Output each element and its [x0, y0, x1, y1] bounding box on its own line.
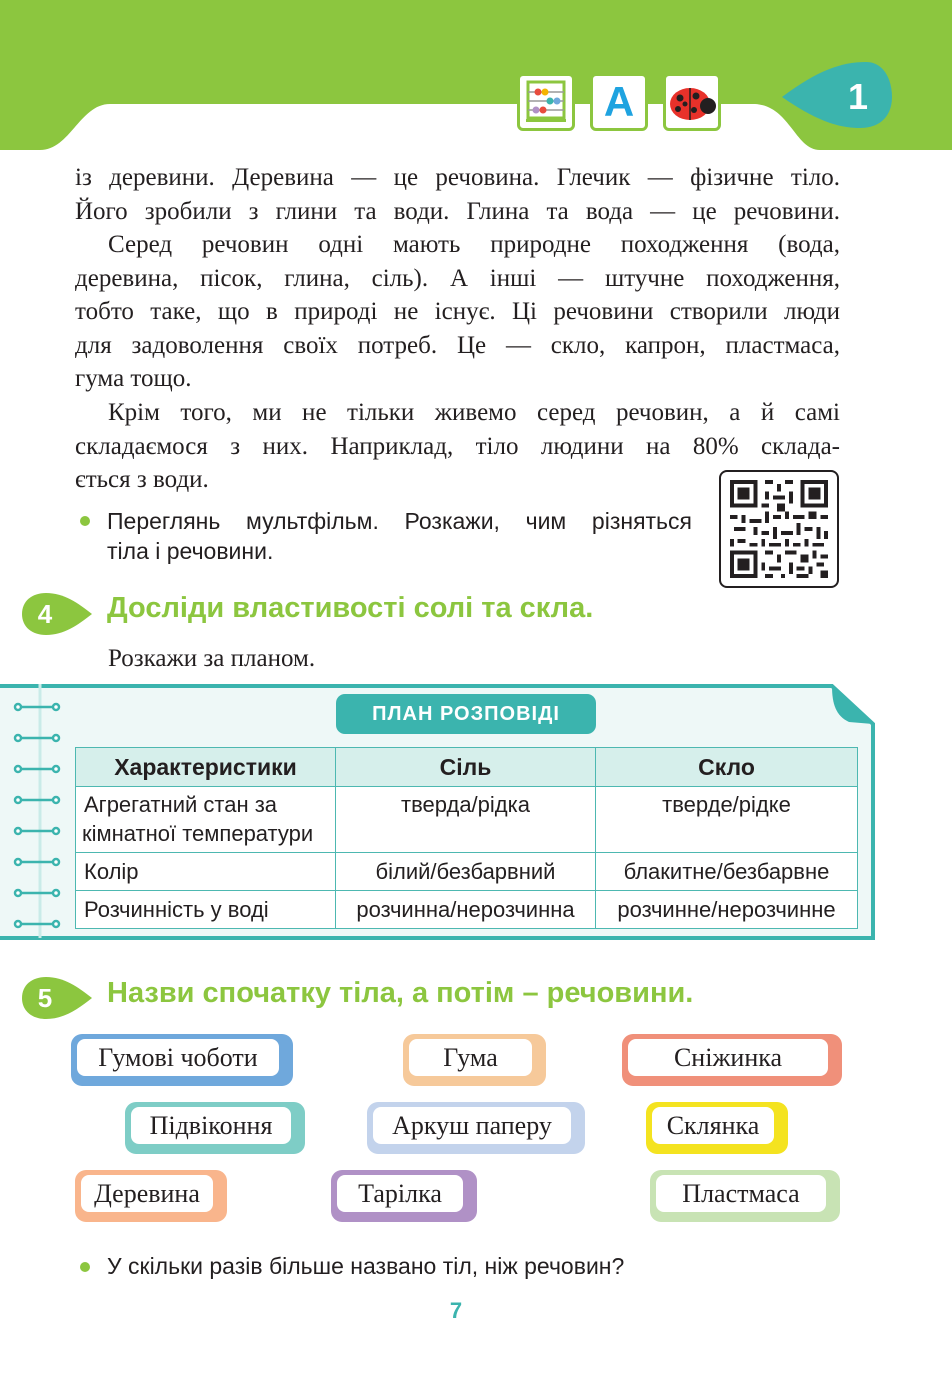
- task-4-subtitle: Розкажи за планом.: [108, 645, 316, 672]
- table-cell: [76, 787, 336, 853]
- text-line: складаємося з них. Наприклад, тіло людини на 80% склада-: [75, 432, 840, 460]
- task-5-number: 5: [37, 983, 53, 1013]
- table-cell: розчинна/нерозчинна: [336, 891, 596, 929]
- word-label: Аркуш паперу: [373, 1107, 571, 1144]
- text-line: Крім того, ми не тільки живемо серед речовин, а й самі: [108, 399, 840, 426]
- text-line: гума тощо.: [75, 365, 192, 392]
- table-cell: Розчинність у воді: [76, 891, 336, 929]
- task-5-question: У скільки разів більше названо тіл, ніж речовин?: [107, 1253, 625, 1279]
- table-header: Характеристики: [76, 748, 336, 787]
- word-card[interactable]: [403, 1034, 546, 1086]
- table-cell: Колір: [76, 853, 336, 891]
- chapter-header: [0, 0, 952, 150]
- abacus-icon: [517, 73, 575, 131]
- task-4-title: Досліди властивості солі та скла.: [107, 592, 594, 624]
- table-cell: тверде/рідке: [596, 787, 858, 853]
- text-line: тобто таке, що в природі не існує. Ці речовини створили люди: [75, 298, 840, 325]
- table-header-row: [76, 748, 858, 787]
- text-line: із деревини. Деревина — це речовина. Глечик — фізичне тіло.: [75, 164, 840, 191]
- word-label: Тарілка: [337, 1175, 463, 1212]
- plan-table: [75, 747, 858, 929]
- task-4-number: 4: [37, 599, 53, 629]
- word-card[interactable]: [650, 1170, 840, 1222]
- word-card[interactable]: [646, 1102, 788, 1154]
- word-label: Підвіконня: [131, 1107, 291, 1144]
- table-cell: розчинне/нерозчинне: [596, 891, 858, 929]
- word-card[interactable]: [622, 1034, 842, 1086]
- table-cell: тверда/рідка: [336, 787, 596, 853]
- text-line: Переглянь мультфільм. Розкажи, чим різняться: [107, 508, 692, 534]
- plan-label: ПЛАН РОЗПОВІДІ: [336, 694, 596, 734]
- video-instruction: [107, 506, 692, 566]
- table-row: [76, 787, 858, 853]
- qr-code[interactable]: [719, 470, 839, 588]
- bullet-dot: [80, 1262, 90, 1272]
- text-line: тіла і речовини.: [107, 538, 274, 564]
- task-5-title: Назви спочатку тіла, а потім – речовини.: [107, 977, 694, 1009]
- word-card[interactable]: [125, 1102, 305, 1154]
- paragraph-2: [75, 228, 840, 396]
- word-card[interactable]: [367, 1102, 585, 1154]
- bullet-dot: [80, 516, 90, 526]
- word-card[interactable]: [331, 1170, 477, 1222]
- letter-a-icon: [590, 73, 648, 131]
- text-line: Серед речовин одні мають природне походження (вода,: [108, 231, 840, 258]
- word-label: Деревина: [81, 1175, 213, 1212]
- table-header: Скло: [596, 748, 858, 787]
- text-line: ється з води.: [75, 466, 209, 493]
- table-cell: білий/безбарвний: [336, 853, 596, 891]
- header-band: [0, 0, 952, 150]
- ladybug-icon: [663, 73, 721, 131]
- text-line: Його зробили з глини та води. Глина та вода — це речовини.: [75, 197, 840, 225]
- chapter-number: 1: [847, 76, 869, 117]
- letter-a: A: [603, 78, 635, 125]
- word-label: Гума: [409, 1039, 532, 1076]
- cell-line: Агрегатний стан за: [84, 792, 278, 817]
- table-cell: блакитне/безбарвне: [596, 853, 858, 891]
- word-label: Склянка: [652, 1107, 774, 1144]
- table-row: [76, 853, 858, 891]
- page-number: 7: [449, 1298, 463, 1323]
- text-line: для задоволення своїх потреб. Це — скло, капрон, пластмаса,: [75, 331, 840, 359]
- word-label: Гумові чоботи: [77, 1039, 279, 1076]
- paragraph-1: [75, 161, 840, 228]
- table-header: Сіль: [336, 748, 596, 787]
- word-card[interactable]: [71, 1034, 293, 1086]
- text-line: деревина, пісок, глина, сіль). А інші — штучне походження,: [75, 264, 840, 292]
- word-label: Сніжинка: [628, 1039, 828, 1076]
- word-card[interactable]: [75, 1170, 227, 1222]
- table-row: [76, 891, 858, 929]
- word-label: Пластмаса: [656, 1175, 826, 1212]
- cell-line: кімнатної температури: [82, 821, 314, 846]
